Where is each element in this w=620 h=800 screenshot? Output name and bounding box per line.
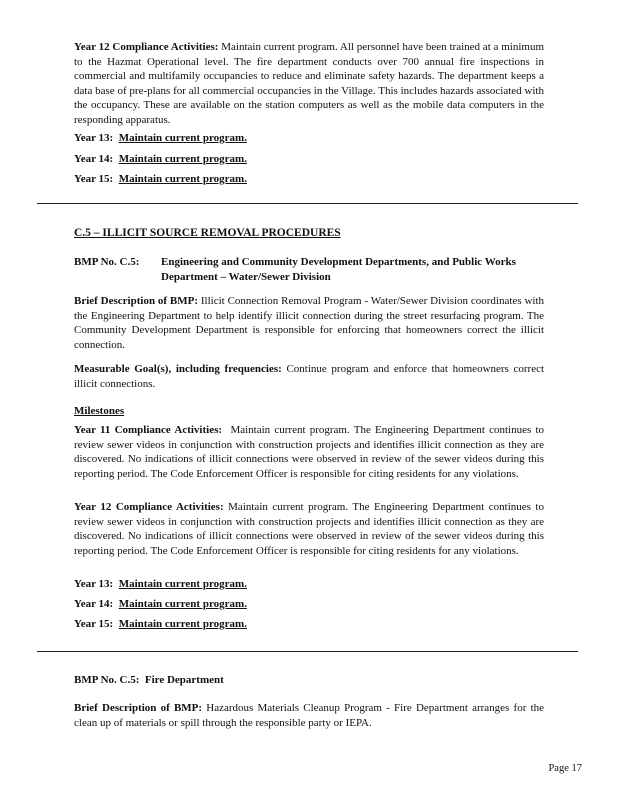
section-title: C.5 – ILLICIT SOURCE REMOVAL PROCEDURES bbox=[74, 227, 341, 239]
bmp-number-label: BMP No. C.5: bbox=[74, 256, 140, 268]
top-year15-text: Maintain current program. bbox=[118, 173, 247, 185]
section-year11-text: Maintain current program. The Engineering Department continues to review sewer videos in conjunction with construction projects and identifies illicit connection as they are discovered. No indications of illicit connections were observed in review of the sewer videos during this reporting period. The Code Enforcement Officer is responsible for citing residents for any violations. bbox=[74, 424, 545, 480]
section-year12-paragraph bbox=[74, 500, 544, 558]
section-year13-label: Year 13: bbox=[74, 578, 114, 590]
top-year12-label: Year 12 Compliance Activities: bbox=[74, 41, 219, 53]
section-year15-text: Maintain current program. bbox=[118, 618, 247, 630]
section-year15-label: Year 15: bbox=[74, 618, 114, 630]
brief-description-text: Illicit Connection Removal Program - Water/Sewer Division coordinates with the Engineering Department to help identify illicit connection during the street resurfacing program. The Community Development Department is responsible for enforcing that homeowners correct the illicit connection. bbox=[74, 295, 544, 351]
top-year15-line bbox=[74, 172, 544, 187]
section-year11-label: Year 11 Compliance Activities: bbox=[74, 424, 223, 436]
measurable-goal-label: Measurable Goal(s), including frequencies: bbox=[74, 363, 282, 375]
fire-bmp-label: BMP No. C.5: bbox=[74, 674, 140, 686]
fire-bmp-dept: Fire Department bbox=[144, 674, 224, 686]
top-year14-text: Maintain current program. bbox=[118, 153, 247, 165]
fire-brief-paragraph bbox=[74, 701, 544, 730]
top-year12-text: Maintain current program. All personnel have been trained at a minimum to the Hazmat Operational level. The fire department conducts over 700 annual fire inspections in commercial and multifamily occupancies to reduce and eliminate safety hazards. The department keeps a data base of pre-plans for all commercial occupancies in the Village. This includes hazards associated with the occupancy. These are available on the station computers as well as the mobile data computers in the responding apparatus. bbox=[74, 41, 545, 126]
section-year15-line bbox=[74, 617, 544, 632]
milestones-heading: Milestones bbox=[74, 405, 125, 417]
section-year14-text: Maintain current program. bbox=[118, 598, 247, 610]
section-year13-text: Maintain current program. bbox=[118, 578, 247, 590]
section-year12-text: Maintain current program. The Engineering Department continues to review sewer videos in conjunction with construction projects and identifies illicit connection as they are discovered. No indications of illicit connections were observed in review of the sewer videos during this reporting period. The Code Enforcement Officer is responsible for citing residents for any violations. bbox=[74, 501, 544, 557]
section-divider-top bbox=[37, 203, 578, 204]
bmp-departments: Engineering and Community Development Departments, and Public Works Department – Water/Sewer Division bbox=[161, 256, 516, 283]
measurable-goal-text: Continue program and enforce that homeowners correct illicit connections. bbox=[74, 363, 545, 390]
top-year14-line bbox=[74, 152, 544, 167]
section-divider-bottom bbox=[37, 651, 578, 652]
fire-bmp-line bbox=[74, 673, 544, 688]
brief-description-paragraph bbox=[74, 294, 544, 352]
section-year11-paragraph bbox=[74, 423, 544, 481]
top-year12-paragraph bbox=[74, 40, 544, 128]
top-year14-label: Year 14: bbox=[74, 153, 114, 165]
section-year14-line bbox=[74, 597, 544, 612]
section-year12-label: Year 12 Compliance Activities: bbox=[74, 501, 224, 513]
top-year13-label: Year 13: bbox=[74, 132, 114, 144]
top-year13-text: Maintain current program. bbox=[118, 132, 247, 144]
top-year13-line bbox=[74, 131, 544, 146]
brief-description-label: Brief Description of BMP: bbox=[74, 295, 199, 307]
section-year13-line bbox=[74, 577, 544, 592]
measurable-goal-paragraph bbox=[74, 362, 544, 391]
fire-brief-text: Hazardous Materials Cleanup Program - Fire Department arranges for the clean up of materials or spill through the responsible party or IEPA. bbox=[74, 702, 545, 729]
page-number: Page 17 bbox=[548, 763, 582, 774]
top-year15-label: Year 15: bbox=[74, 173, 114, 185]
fire-brief-label: Brief Description of BMP: bbox=[74, 702, 203, 714]
section-year14-label: Year 14: bbox=[74, 598, 114, 610]
